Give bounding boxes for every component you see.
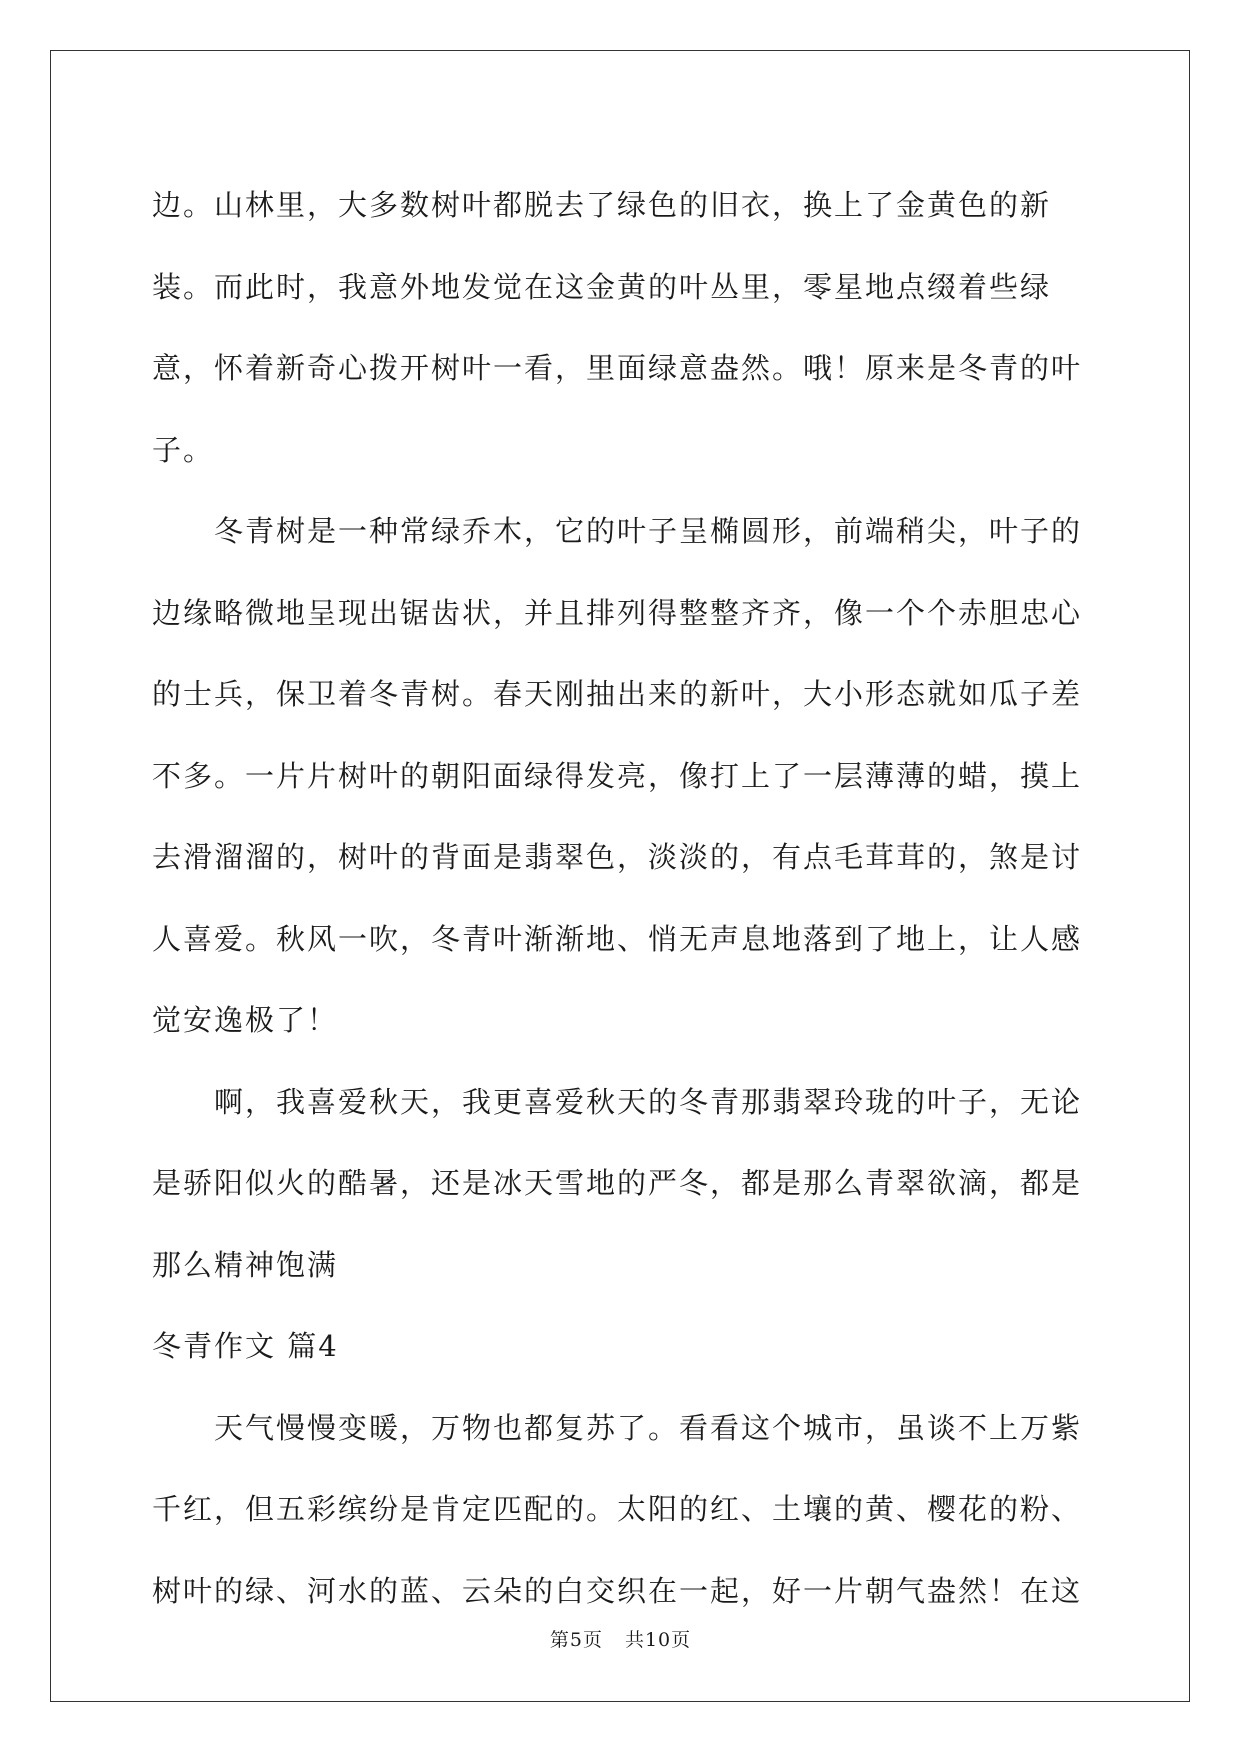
paragraph-holly-description: 冬青树是一种常绿乔木，它的叶子呈椭圆形，前端稍尖，叶子的边缘略微地呈现出锯齿状，并且排列得整整齐齐，像一个个赤胆忠心的士兵，保卫着冬青树。春天刚抽出来的新叶，大小形态就如瓜子差不多。一片片树叶的朝阳面绿得发亮，像打上了一层薄薄的蜡，摸上去滑溜溜的，树叶的背面是翡翠色，淡淡的，有点毛茸茸的，煞是讨人喜爱。秋风一吹，冬青叶渐渐地、悄无声息地落到了地上，让人感觉安逸极了！ xyxy=(152,514,1083,1037)
paragraph-spring-intro: 天气慢慢变暖，万物也都复苏了。看看这个城市，虽谈不上万紫千红，但五彩缤纷是肯定匹配的。太阳的红、土壤的黄、樱花的粉、树叶的绿、河水的蓝、云朵的白交织在一起，好一片朝气盎然！在这 xyxy=(152,1410,1083,1608)
section-heading: 冬青作文 篇4 xyxy=(152,1329,339,1363)
paragraph-continuation: 边。山林里，大多数树叶都脱去了绿色的旧衣，换上了金黄色的新装。而此时，我意外地发觉在这金黄的叶丛里，零星地点缀着些绿意，怀着新奇心拨开树叶一看，里面绿意盎然。哦！原来是冬青的叶子。 xyxy=(152,188,1083,467)
page-footer xyxy=(0,1625,1241,1652)
page-number: 第5页 xyxy=(549,1629,603,1651)
page-total: 共10页 xyxy=(624,1629,692,1651)
paragraph-conclusion: 啊，我喜爱秋天，我更喜爱秋天的冬青那翡翠玲珑的叶子，无论是骄阳似火的酷暑，还是冰天雪地的严冬，都是那么青翠欲滴，都是那么精神饱满 xyxy=(152,1084,1083,1282)
document-body xyxy=(152,165,1092,1632)
